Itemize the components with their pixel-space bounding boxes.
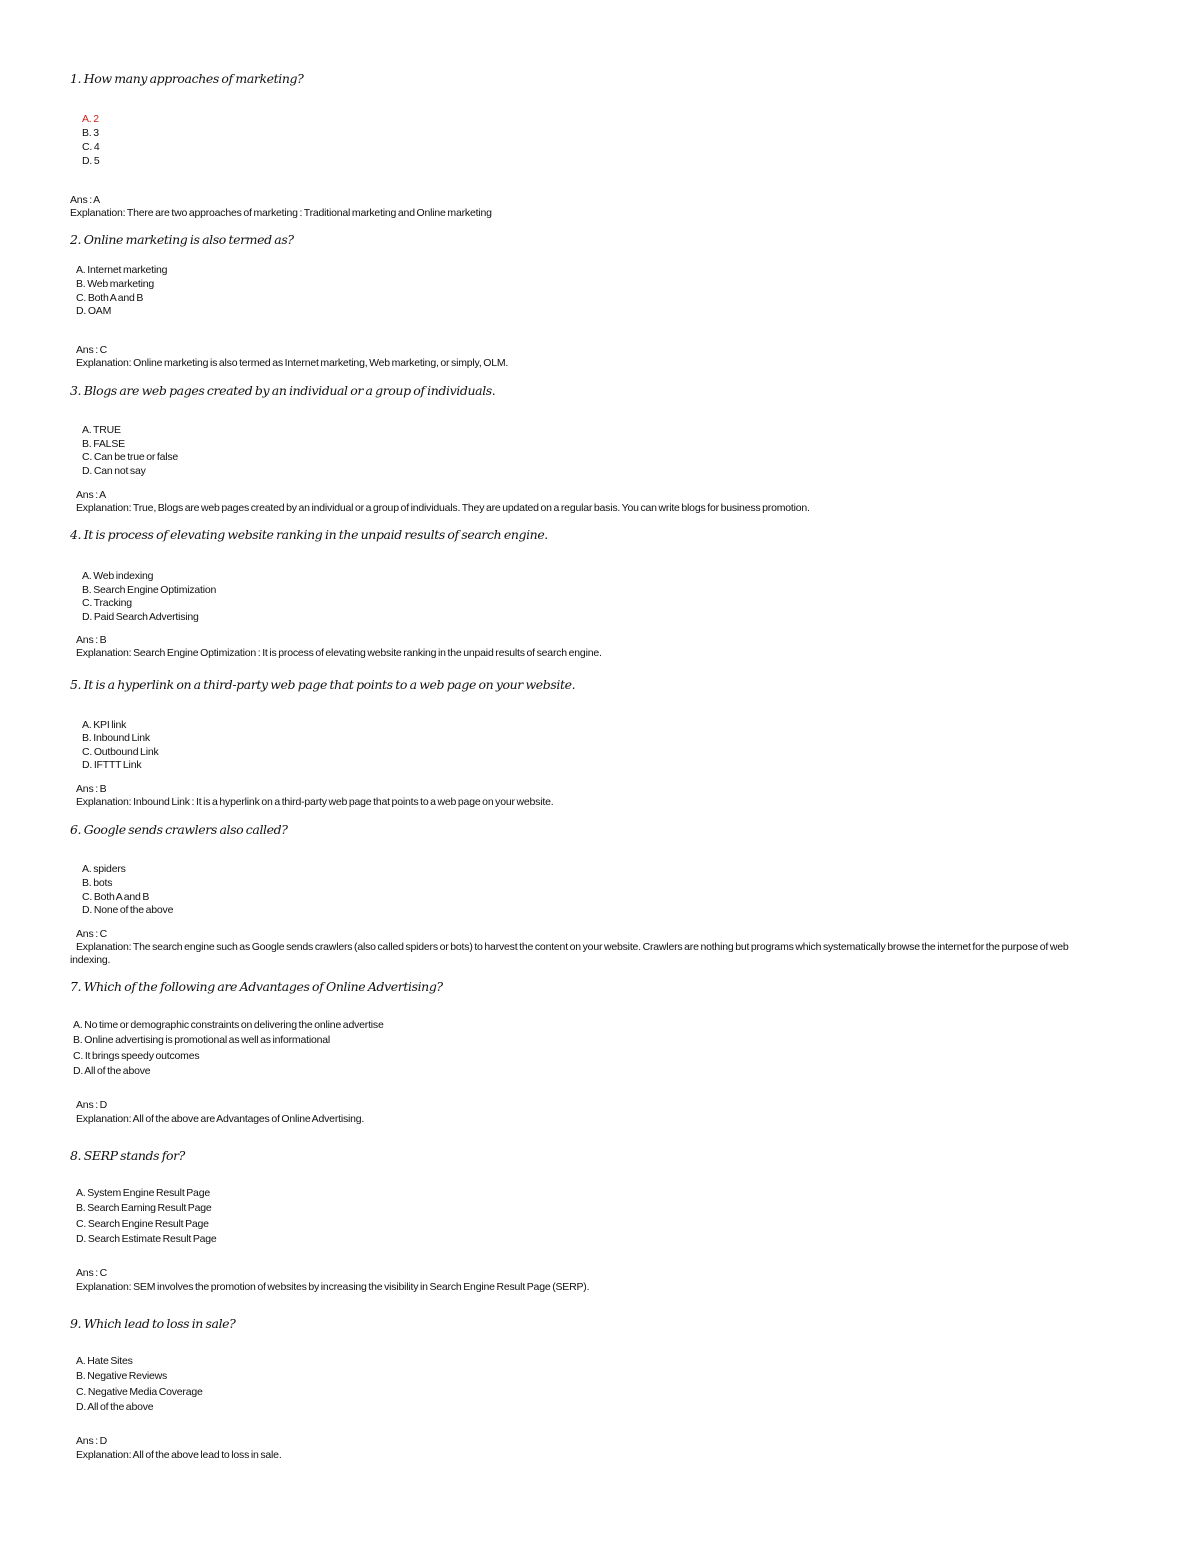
question-7: 7. Which of the following are Advantages of Online Advertising? — [70, 979, 443, 994]
q7-explanation: Explanation: All of the above are Advantages of Online Advertising. — [76, 1113, 365, 1125]
q1-answer: Ans : A — [70, 194, 100, 206]
q3-answer: Ans : A — [76, 489, 106, 501]
q4-answer: Ans : B — [76, 634, 107, 646]
q3-option-c: C. Can be true or false — [82, 451, 179, 463]
q1-option-c: C. 4 — [82, 141, 100, 153]
q4-explanation: Explanation: Search Engine Optimization : It is process of elevating website ranking in the unpaid results of search engine. — [76, 647, 602, 659]
q7-option-d: D. All of the above — [73, 1065, 151, 1077]
q3-explanation: Explanation: True, Blogs are web pages created by an individual or a group of individuals. They are updated on a regular basis. You can write blogs for business promotion. — [76, 502, 810, 514]
q7-option-c: C. It brings speedy outcomes — [73, 1050, 200, 1062]
q8-option-b: B. Search Earning Result Page — [76, 1202, 212, 1214]
q4-option-a: A. Web indexing — [82, 570, 154, 582]
q5-option-c: C. Outbound Link — [82, 746, 159, 758]
question-9: 9. Which lead to loss in sale? — [70, 1316, 236, 1331]
q1-option-b: B. 3 — [82, 127, 99, 139]
question-6: 6. Google sends crawlers also called? — [70, 822, 288, 837]
question-1: 1. How many approaches of marketing? — [70, 71, 304, 86]
q4-option-d: D. Paid Search Advertising — [82, 611, 199, 623]
q5-explanation: Explanation: Inbound Link : It is a hyperlink on a third-party web page that points to a web page on your website. — [76, 796, 554, 808]
q3-option-a: A. TRUE — [82, 424, 121, 436]
q8-option-c: C. Search Engine Result Page — [76, 1218, 209, 1230]
q5-answer: Ans : B — [76, 783, 107, 795]
q6-explanation: Explanation: The search engine such as Google sends crawlers (also called spiders or bots) to harvest the content on your website. Crawlers are nothing but programs which systematically browse the internet for the purpose of web indexing. — [70, 941, 1069, 966]
q6-option-b: B. bots — [82, 877, 113, 889]
q2-option-c: C. Both A and B — [76, 292, 144, 304]
q8-answer: Ans : C — [76, 1267, 108, 1279]
q7-option-a: A. No time or demographic constraints on delivering the online advertise — [73, 1019, 384, 1031]
q1-option-d: D. 5 — [82, 155, 100, 167]
q5-option-d: D. IFTTT Link — [82, 759, 142, 771]
q1-explanation: Explanation: There are two approaches of marketing : Traditional marketing and Online marketing — [70, 207, 492, 219]
q2-option-b: B. Web marketing — [76, 278, 155, 290]
q3-option-d: D. Can not say — [82, 465, 146, 477]
q9-option-d: D. All of the above — [76, 1401, 154, 1413]
q6-option-a: A. spiders — [82, 863, 126, 875]
q8-option-d: D. Search Estimate Result Page — [76, 1233, 217, 1245]
q9-option-c: C. Negative Media Coverage — [76, 1386, 203, 1398]
q3-option-b: B. FALSE — [82, 438, 125, 450]
q1-option-a: A. 2 — [82, 113, 99, 125]
q7-answer: Ans : D — [76, 1099, 108, 1111]
q8-option-a: A. System Engine Result Page — [76, 1187, 210, 1199]
question-8: 8. SERP stands for? — [70, 1148, 185, 1163]
q9-option-b: B. Negative Reviews — [76, 1370, 168, 1382]
q2-option-d: D. OAM — [76, 305, 112, 317]
q6-answer: Ans : C — [76, 928, 108, 940]
q6-option-d: D. None of the above — [82, 904, 174, 916]
q9-explanation: Explanation: All of the above lead to loss in sale. — [76, 1449, 282, 1461]
q9-answer: Ans : D — [76, 1435, 108, 1447]
q2-option-a: A. Internet marketing — [76, 264, 168, 276]
q7-option-b: B. Online advertising is promotional as well as informational — [73, 1034, 331, 1046]
q4-option-b: B. Search Engine Optimization — [82, 584, 217, 596]
q6-option-c: C. Both A and B — [82, 891, 150, 903]
q9-option-a: A. Hate Sites — [76, 1355, 133, 1367]
question-3: 3. Blogs are web pages created by an individual or a group of individuals. — [70, 383, 496, 398]
question-2: 2. Online marketing is also termed as? — [70, 232, 294, 247]
q4-option-c: C. Tracking — [82, 597, 132, 609]
q8-explanation: Explanation: SEM involves the promotion of websites by increasing the visibility in Search Engine Result Page (SERP). — [76, 1281, 590, 1293]
q2-explanation: Explanation: Online marketing is also termed as Internet marketing, Web marketing, or simply, OLM. — [76, 357, 509, 369]
question-5: 5. It is a hyperlink on a third-party web page that points to a web page on your website. — [70, 677, 576, 692]
q5-option-a: A. KPI link — [82, 719, 127, 731]
question-4: 4. It is process of elevating website ranking in the unpaid results of search engine. — [70, 527, 548, 542]
q2-answer: Ans : C — [76, 344, 108, 356]
q5-option-b: B. Inbound Link — [82, 732, 150, 744]
